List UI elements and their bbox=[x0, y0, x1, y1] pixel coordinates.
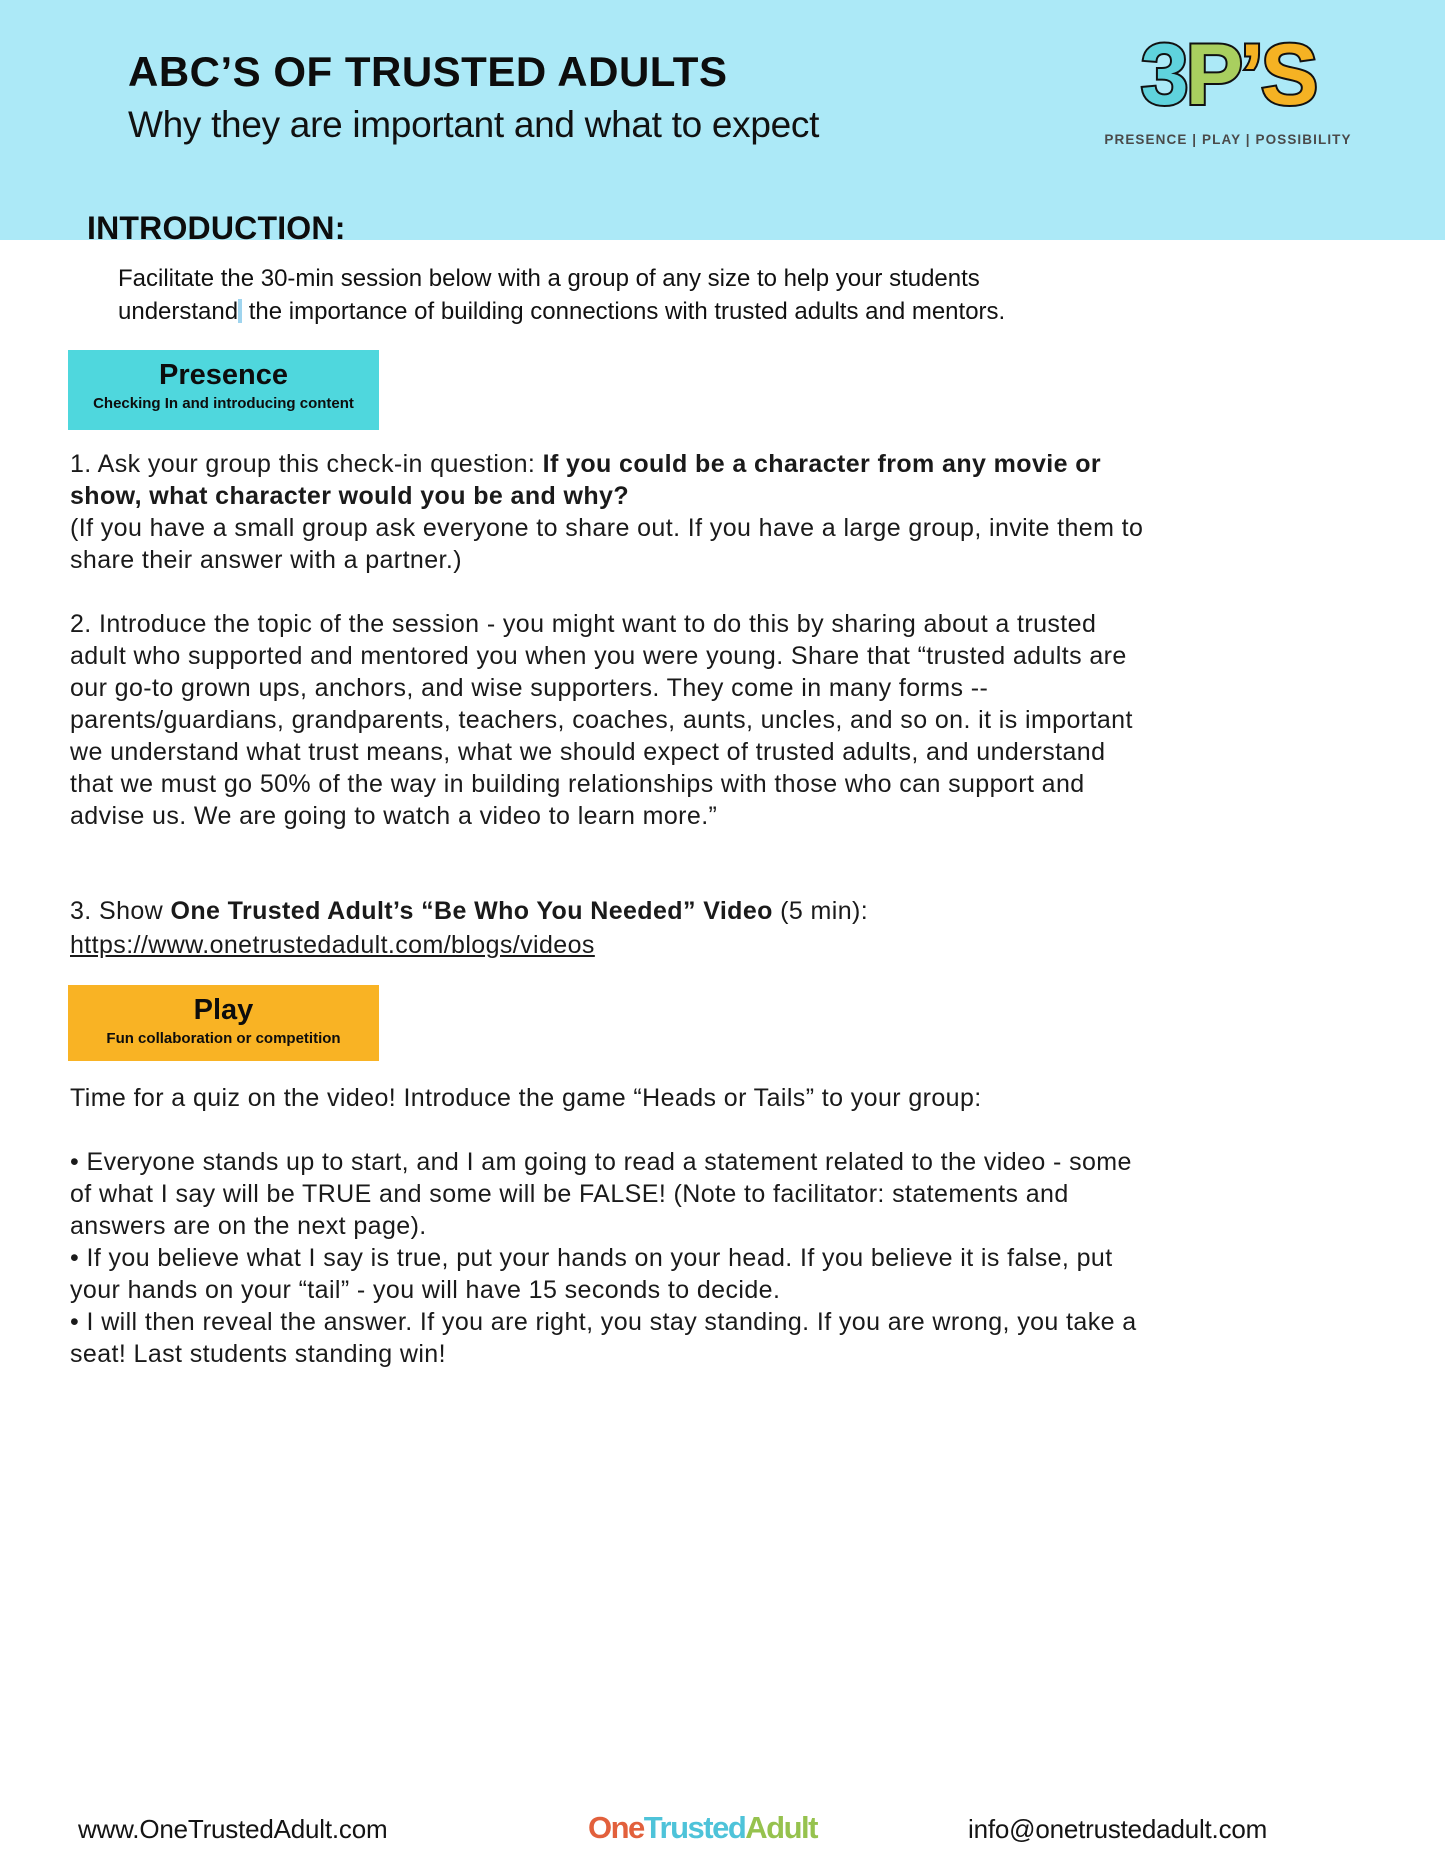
three-ps-wordmark bbox=[1083, 27, 1373, 123]
play-intro-text: Time for a quiz on the video! Introduce the game “Heads or Tails” to your group: bbox=[70, 1084, 982, 1112]
presence-item-1-lead: 1. Ask your group this check-in question: bbox=[70, 450, 543, 478]
logo-tagline: PRESENCE | PLAY | POSSIBILITY bbox=[1104, 132, 1352, 147]
page-header bbox=[0, 0, 1445, 240]
logo-char-s: S bbox=[1260, 27, 1316, 123]
logo-char-apostrophe: ’ bbox=[1239, 27, 1261, 123]
one-trusted-adult-logo bbox=[588, 1810, 817, 1846]
introduction-text-after-caret: the importance of building connections with trusted adults and mentors. bbox=[242, 298, 1006, 325]
list-item: • If you believe what I say is true, put your hands on your head. If you believe it is false, put your hands on your “tail” - you will have 15 seconds to decide. bbox=[70, 1244, 1113, 1304]
logo-char-p: P bbox=[1185, 27, 1240, 123]
video-link[interactable]: https://www.onetrustedadult.com/blogs/videos bbox=[70, 931, 595, 959]
logo-char-3: 3 bbox=[1140, 27, 1186, 123]
page-subtitle: Why they are important and what to expect bbox=[128, 104, 820, 146]
page-title: ABC’S OF TRUSTED ADULTS bbox=[128, 48, 728, 95]
logo-word-adult: Adult bbox=[745, 1810, 817, 1845]
presence-item-3 bbox=[70, 895, 1150, 961]
introduction-body bbox=[118, 262, 1038, 328]
presence-item-1-note: (If you have a small group ask everyone to share out. If you have a large group, invite them to share their answer with a partner.) bbox=[70, 514, 1144, 574]
footer-email[interactable]: info@onetrustedadult.com bbox=[968, 1814, 1268, 1844]
presence-item-3-duration: (5 min): bbox=[772, 897, 869, 925]
footer-website[interactable]: www.OneTrustedAdult.com bbox=[78, 1814, 388, 1844]
play-banner bbox=[68, 985, 379, 1061]
play-banner-title: Play bbox=[193, 994, 254, 1026]
play-bullet-list bbox=[70, 1146, 1150, 1370]
list-item: • Everyone stands up to start, and I am going to read a statement related to the video - some of what I say will be TRUE and some will be FALSE! (Note to facilitator: statements and answers are on the next page). bbox=[70, 1148, 1132, 1240]
logo-word-trusted: Trusted bbox=[643, 1810, 746, 1845]
presence-banner-subtitle: Checking In and introducing content bbox=[93, 394, 354, 412]
presence-item-3-lead: 3. Show bbox=[70, 897, 171, 925]
header-text-group bbox=[128, 48, 819, 147]
play-banner-subtitle: Fun collaboration or competition bbox=[106, 1029, 341, 1047]
three-ps-logo bbox=[1083, 27, 1373, 147]
list-item: • I will then reveal the answer. If you are right, you stay standing. If you are wrong, you take a seat! Last students standing win! bbox=[70, 1308, 1137, 1368]
logo-word-one: One bbox=[588, 1810, 644, 1845]
presence-banner bbox=[68, 350, 379, 430]
presence-item-1-question: If you could be a character from any movie or show, what character would you be and why? bbox=[70, 450, 1102, 510]
presence-item-3-video-title: One Trusted Adult’s “Be Who You Needed” Video bbox=[170, 897, 773, 925]
introduction-text-before-caret: Facilitate the 30-min session below with a group of any size to help your students understand bbox=[118, 265, 980, 325]
introduction-heading: INTRODUCTION: bbox=[87, 210, 346, 246]
presence-item-2: 2. Introduce the topic of the session - you might want to do this by sharing about a trusted adult who supported and mentored you when you were young. Share that “trusted adults are our go-to grown ups, anchors, and wise supporters. They come in many forms -- parents/guardians, grandparents, teachers, coaches, aunts, uncles, and so on. it is important we understand what trust means, what we should expect of trusted adults, and understand that we must go 50% of the way in building relationships with those who can support and advise us. We are going to watch a video to learn more.” bbox=[70, 610, 1133, 830]
page-footer bbox=[0, 1770, 1445, 1871]
presence-item-1 bbox=[70, 448, 1150, 512]
presence-banner-title: Presence bbox=[159, 359, 288, 391]
